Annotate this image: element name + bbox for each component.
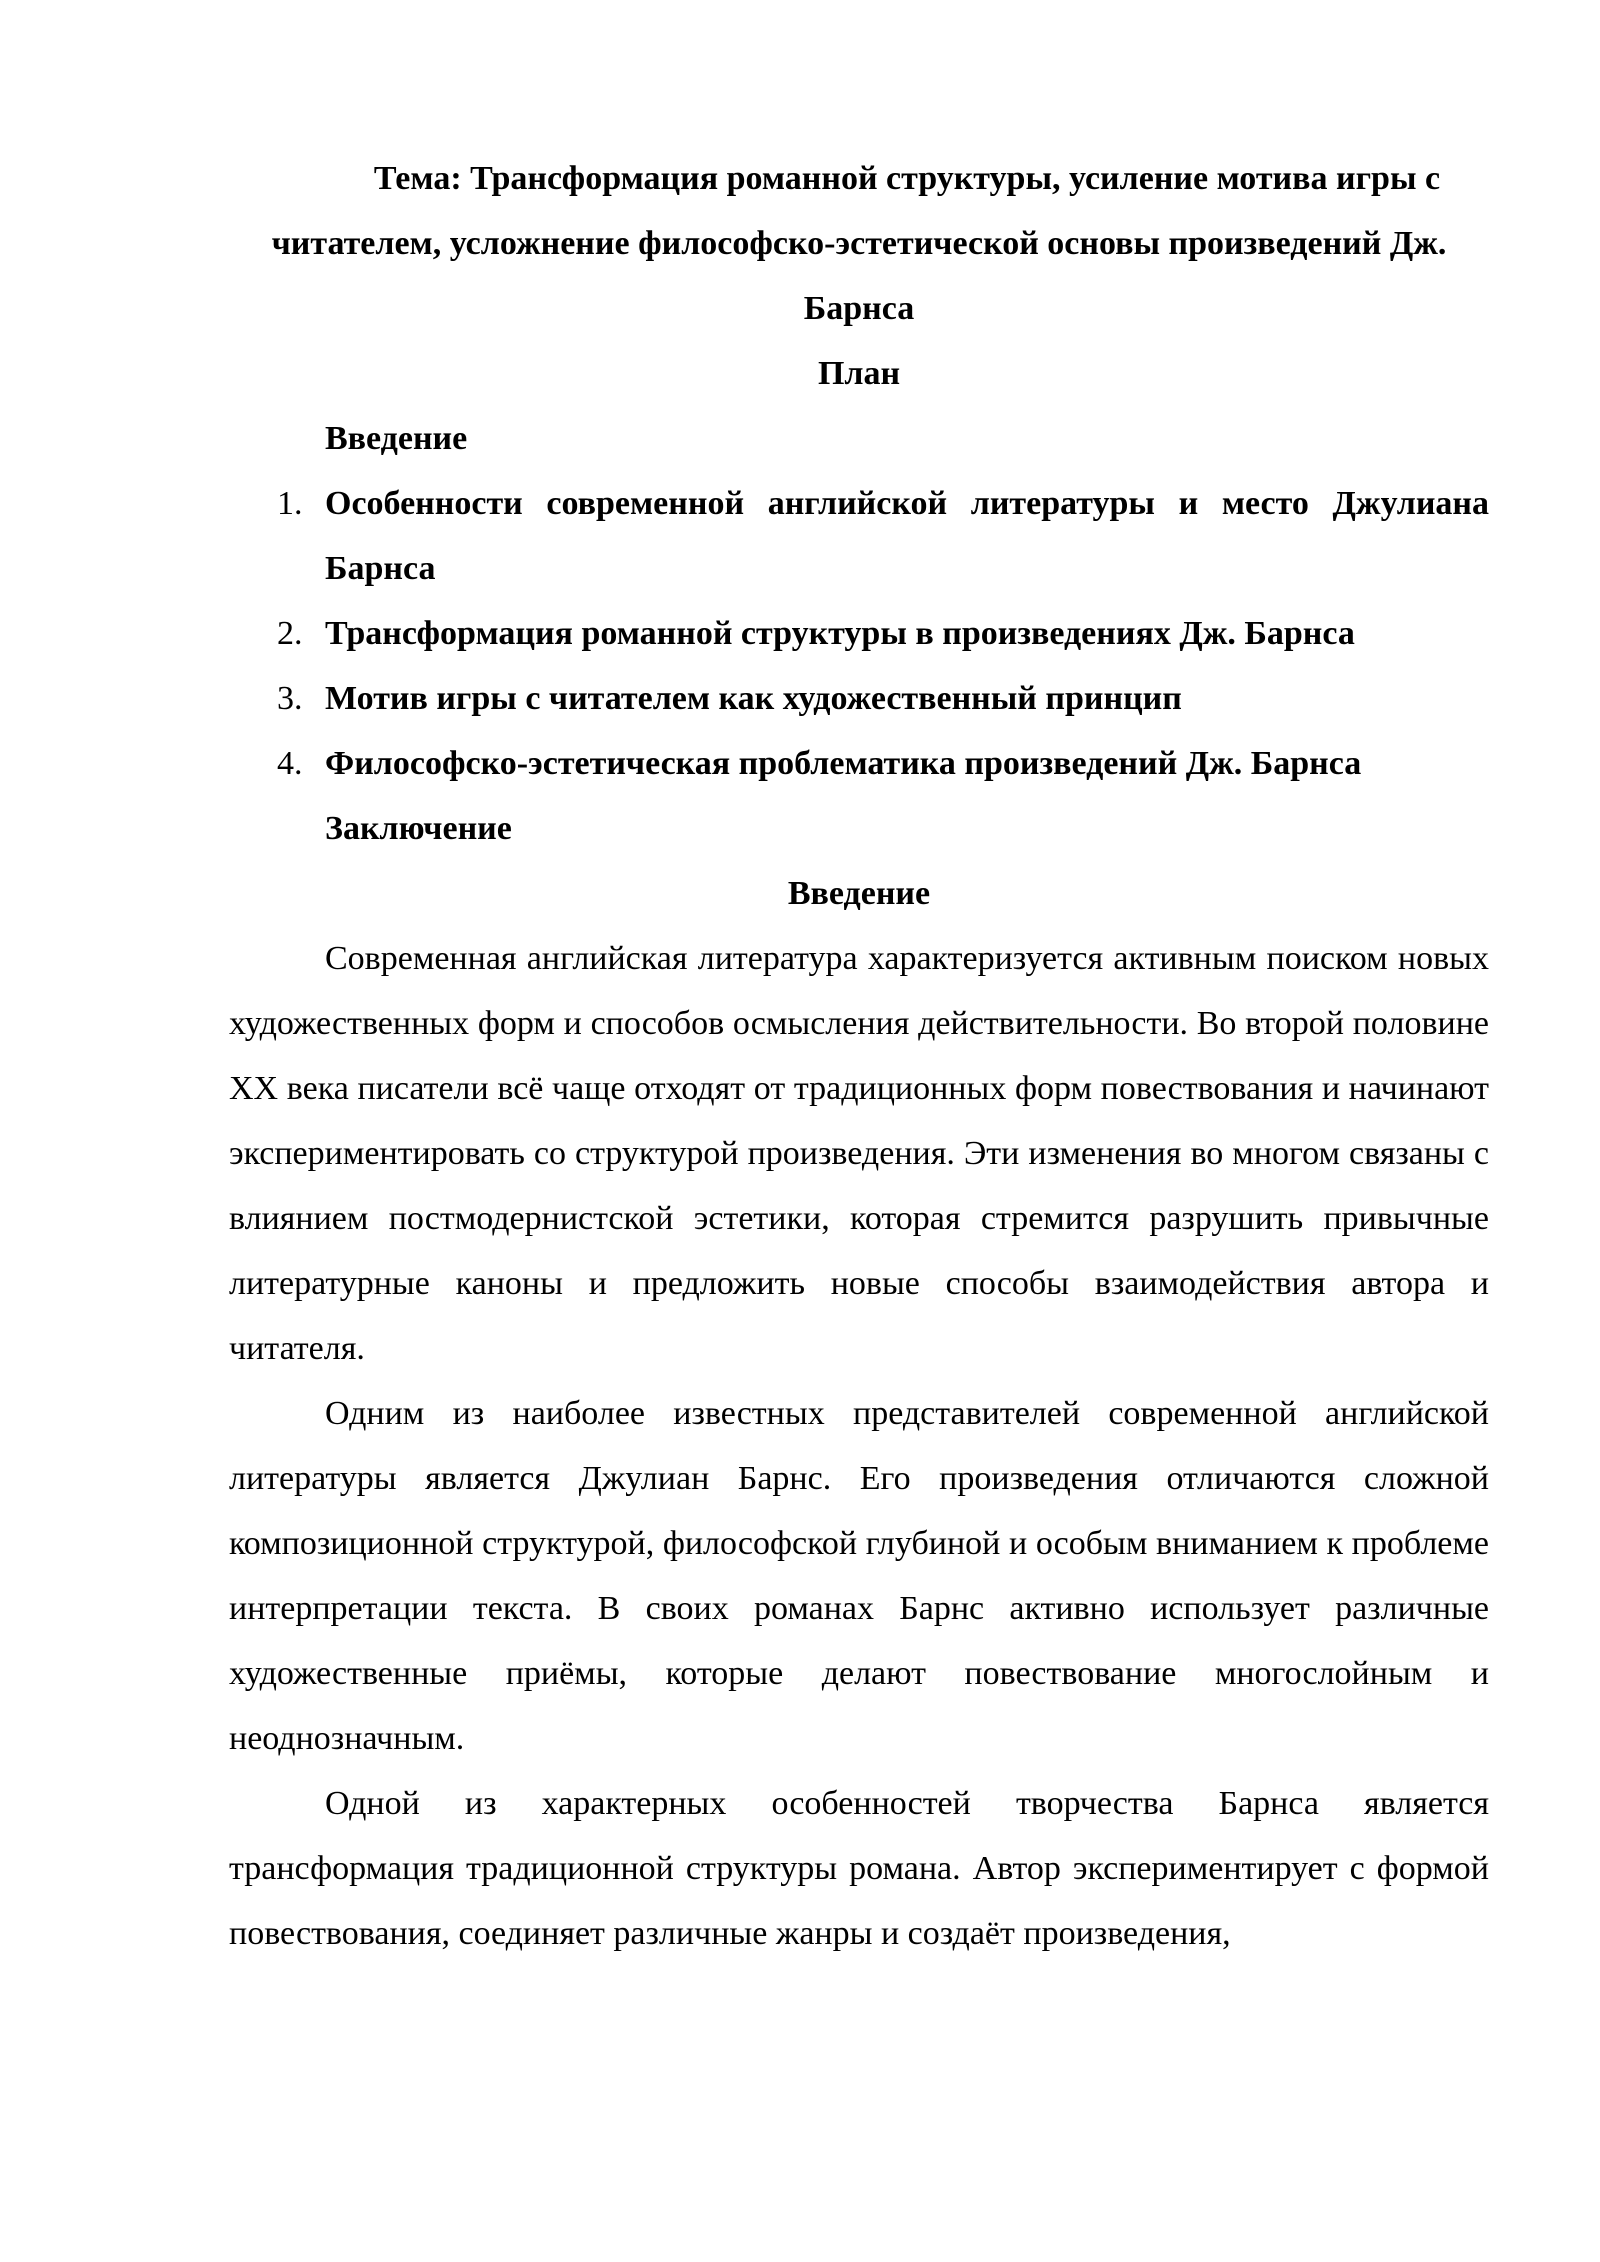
document-title: Тема: Трансформация романной структуры, усиление мотива игры с читателем, усложнение философско-эстетической основы произведений Дж. Барнса	[271, 160, 1447, 327]
plan-heading: План	[817, 355, 901, 392]
plan-item	[229, 471, 1489, 601]
plan-item-number: 1.	[277, 485, 303, 522]
plan-item-text: Особенности современной английской литературы и место Джулиана Барнса	[325, 485, 1489, 587]
plan-outro: Заключение	[325, 810, 512, 847]
plan-item-text: Мотив игры с читателем как художественный принцип	[325, 680, 1182, 717]
plan-item-number: 3.	[277, 680, 303, 717]
plan-item	[229, 601, 1489, 666]
section-heading: Введение	[787, 875, 931, 912]
body-paragraph: Одной из характерных особенностей творчества Барнса является трансформация традиционной структуры романа. Автор экспериментирует с формой повествования, соединяет различные жанры и создаёт произведения,	[229, 1785, 1489, 1952]
body-paragraph: Современная английская литература характеризуется активным поиском новых художественных форм и способов осмысления действительности. Во второй половине XX века писатели всё чаще отходят от традиционных форм повествования и начинают экспериментировать со структурой произведения. Эти изменения во многом связаны с влиянием постмодернистской эстетики, которая стремится разрушить привычные литературные каноны и предложить новые способы взаимодействия автора и читателя.	[229, 940, 1489, 1367]
plan-item	[229, 666, 1489, 731]
plan-list	[229, 471, 1489, 796]
plan-item-number: 2.	[277, 615, 303, 652]
page-content	[229, 146, 1489, 1966]
plan-item-text: Трансформация романной структуры в произведениях Дж. Барнса	[325, 615, 1355, 652]
plan-item	[229, 731, 1489, 796]
body-paragraph: Одним из наиболее известных представителей современной английской литературы является Джулиан Барнс. Его произведения отличаются сложной композиционной структурой, философской глубиной и особым вниманием к проблеме интерпретации текста. В своих романах Барнс активно использует различные художественные приёмы, которые делают повествование многослойным и неоднозначным.	[229, 1395, 1489, 1757]
plan-item-text: Философско-эстетическая проблематика произведений Дж. Барнса	[325, 745, 1362, 782]
plan-item-number: 4.	[277, 745, 303, 782]
plan-intro: Введение	[325, 420, 468, 457]
